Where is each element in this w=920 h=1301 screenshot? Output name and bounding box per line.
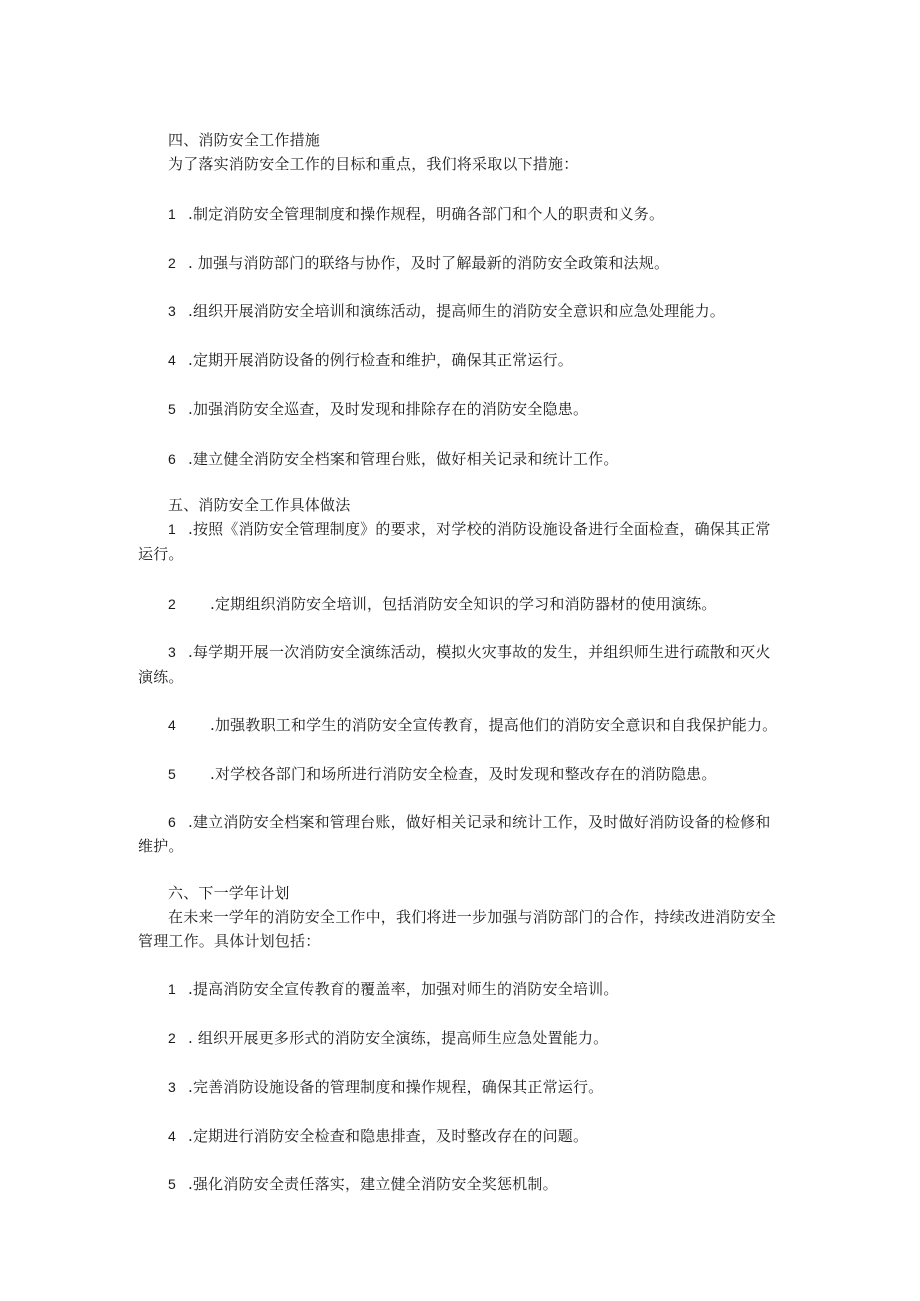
item-text: .提高消防安全宣传教育的覆盖率，加强对师生的消防安全培训。 xyxy=(188,980,619,998)
item-text: .加强教职工和学生的消防安全宣传教育，提高他们的消防安全意识和自我保护能力。 xyxy=(210,716,778,734)
section-5-item-3-continuation: 演练。 xyxy=(138,668,184,686)
section-5-item-5 xyxy=(168,762,717,786)
item-text: .按照《消防安全管理制度》的要求，对学校的消防设施设备进行全面检查，确保其正常 xyxy=(188,520,771,538)
section-4-item-1 xyxy=(168,202,664,226)
section-4-title: 四、消防安全工作措施 xyxy=(168,131,321,149)
section-6-intro-continuation: 管理工作。具体计划包括： xyxy=(138,932,321,950)
section-5-item-1 xyxy=(168,517,771,541)
item-text: .每学期开展一次消防安全演练活动，模拟火灾事故的发生，并组织师生进行疏散和灭火 xyxy=(188,643,771,661)
section-5-title: 五、消防安全工作具体做法 xyxy=(168,496,351,514)
section-5-item-2 xyxy=(168,592,717,616)
item-text: .定期进行消防安全检查和隐患排查，及时整改存在的问题。 xyxy=(188,1127,589,1145)
item-number: 1 xyxy=(168,206,176,222)
section-5-item-6-continuation: 维护。 xyxy=(138,837,184,855)
section-6-item-1 xyxy=(168,977,619,1001)
item-number: 4 xyxy=(168,352,176,368)
item-text: .完善消防设施设备的管理制度和操作规程，确保其正常运行。 xyxy=(188,1078,604,1096)
section-4-intro: 为了落实消防安全工作的目标和重点，我们将采取以下措施： xyxy=(168,155,579,173)
section-5-item-4 xyxy=(168,713,777,737)
section-4-item-6 xyxy=(168,447,619,471)
section-4-item-2 xyxy=(168,251,669,275)
section-6-item-5 xyxy=(168,1172,558,1196)
item-text: .组织开展消防安全培训和演练活动，提高师生的消防安全意识和应急处理能力。 xyxy=(188,302,725,320)
section-4-item-3 xyxy=(168,299,725,323)
item-number: 6 xyxy=(168,451,176,467)
item-text: .强化消防安全责任落实，建立健全消防安全奖惩机制。 xyxy=(188,1175,558,1193)
item-number: 3 xyxy=(168,303,176,319)
item-number: 1 xyxy=(168,981,176,997)
item-text: . 加强与消防部门的联络与协作，及时了解最新的消防安全政策和法规。 xyxy=(188,254,670,272)
section-5-item-3 xyxy=(168,640,771,664)
item-number: 2 xyxy=(168,596,176,612)
item-number: 5 xyxy=(168,1176,176,1192)
section-4-item-5 xyxy=(168,397,588,421)
item-number: 3 xyxy=(168,1079,176,1095)
item-text: .加强消防安全巡查，及时发现和排除存在的消防安全隐患。 xyxy=(188,400,589,418)
item-text: .建立健全消防安全档案和管理台账，做好相关记录和统计工作。 xyxy=(188,450,619,468)
item-text: .定期组织消防安全培训，包括消防安全知识的学习和消防器材的使用演练。 xyxy=(210,595,717,613)
item-number: 2 xyxy=(168,255,176,271)
section-6-title: 六、下一学年计划 xyxy=(168,884,290,902)
item-number: 4 xyxy=(168,717,176,733)
section-4-item-4 xyxy=(168,348,573,372)
item-text: .制定消防安全管理制度和操作规程，明确各部门和个人的职责和义务。 xyxy=(188,205,665,223)
item-number: 5 xyxy=(168,766,176,782)
item-number: 2 xyxy=(168,1030,176,1046)
item-number: 3 xyxy=(168,644,176,660)
section-5-item-6 xyxy=(168,810,771,834)
item-number: 4 xyxy=(168,1128,176,1144)
item-number: 6 xyxy=(168,814,176,830)
section-6-item-2 xyxy=(168,1026,608,1050)
section-6-item-3 xyxy=(168,1075,603,1099)
item-text: .对学校各部门和场所进行消防安全检查，及时发现和整改存在的消防隐患。 xyxy=(210,765,717,783)
section-5-item-1-continuation: 运行。 xyxy=(138,545,184,563)
item-text: .建立消防安全档案和管理台账，做好相关记录和统计工作，及时做好消防设备的检修和 xyxy=(188,813,771,831)
item-text: .定期开展消防设备的例行检查和维护，确保其正常运行。 xyxy=(188,351,573,369)
section-6-item-4 xyxy=(168,1124,588,1148)
item-number: 5 xyxy=(168,401,176,417)
item-text: . 组织开展更多形式的消防安全演练，提高师生应急处置能力。 xyxy=(188,1029,609,1047)
item-number: 1 xyxy=(168,521,176,537)
section-6-intro: 在未来一学年的消防安全工作中，我们将进一步加强与消防部门的合作，持续改进消防安全 xyxy=(168,908,777,926)
